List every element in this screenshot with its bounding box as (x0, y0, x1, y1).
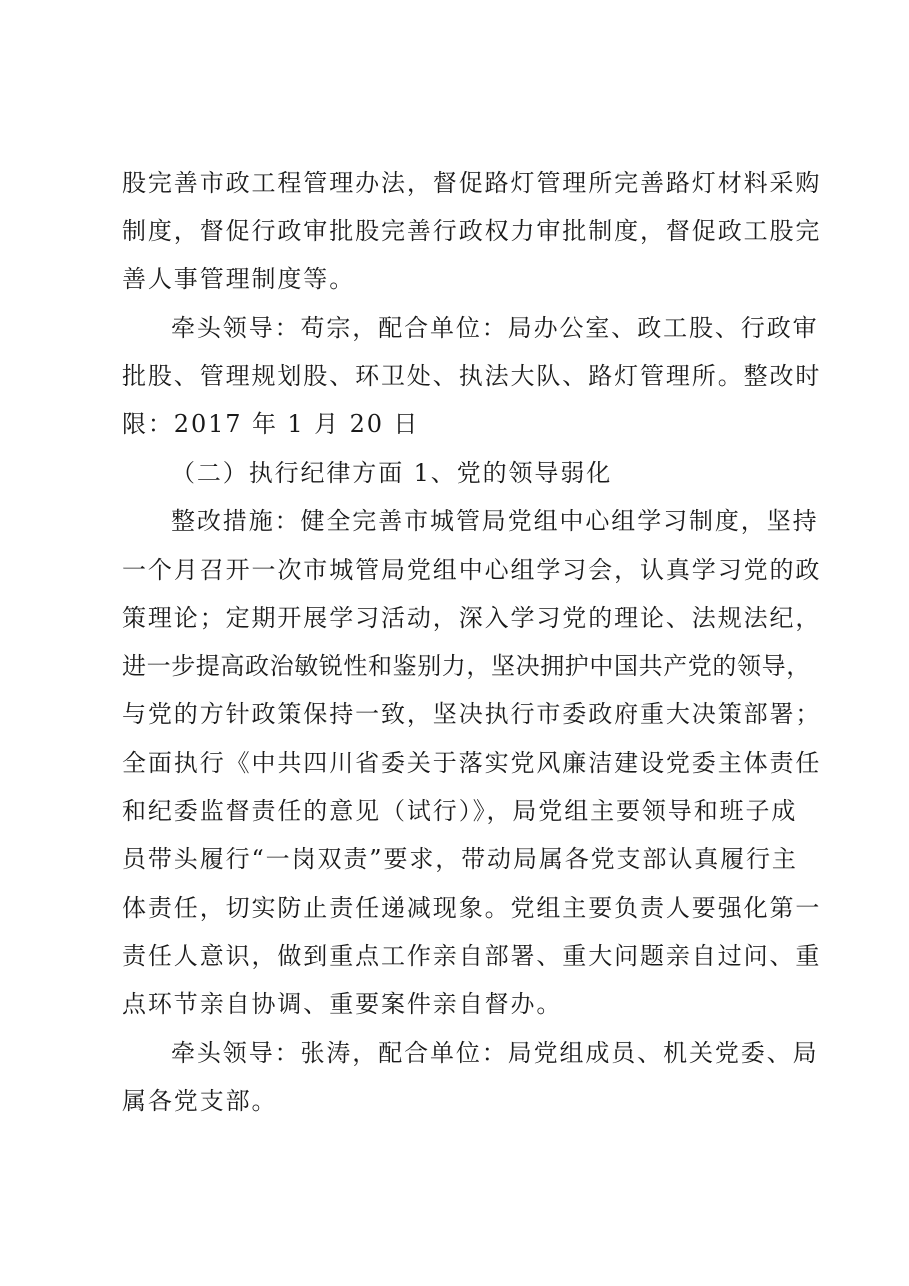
text-line: 制度，督促行政审批股完善行政权力审批制度，督促政工股完 (122, 217, 822, 245)
text-line: 体责任，切实防止责任递减现象。党组主要负责人要强化第一 (122, 894, 822, 922)
text-line: 全面执行《中共四川省委关于落实党风廉洁建设党委主体责任 (122, 749, 822, 777)
text-line: 员带头履行“一岗双责”要求，带动局属各党支部认真履行主 (122, 845, 798, 873)
paragraph-first-line: 牵头领导：张涛，配合单位：局党组成员、机关党委、局 (171, 1039, 819, 1067)
text-line: 股完善市政工程管理办法，督促路灯管理所完善路灯材料采购 (122, 169, 822, 197)
text-line: 属各党支部。 (122, 1087, 278, 1115)
text-line: 责任人意识，做到重点工作亲自部署、重大问题亲自过问、重 (122, 942, 822, 970)
text-line: 进一步提高政治敏锐性和鉴别力，坚决拥护中国共产党的领导， (122, 652, 811, 680)
text-line: 和纪委监督责任的意见（试行）》，局党组主要领导和班子成 (122, 797, 798, 825)
text-line: 与党的方针政策保持一致，坚决执行市委政府重大决策部署； (122, 700, 822, 728)
text-line: 限：2017 年 1 月 20 日 (122, 410, 420, 438)
paragraph-first-line: 牵头领导：苟宗，配合单位：局办公室、政工股、行政审 (171, 314, 819, 342)
section-heading: （二）执行纪律方面 1、党的领导弱化 (171, 459, 613, 487)
paragraph-first-line: 整改措施：健全完善市城管局党组中心组学习制度，坚持 (171, 507, 819, 535)
text-line: 策理论；定期开展学习活动，深入学习党的理论、法规法纪， (122, 604, 822, 632)
text-line: 批股、管理规划股、环卫处、执法大队、路灯管理所。整改时 (122, 362, 822, 390)
text-line: 点环节亲自协调、重要案件亲自督办。 (122, 990, 563, 1018)
text-line: 一个月召开一次市城管局党组中心组学习会，认真学习党的政 (122, 556, 822, 584)
text-line: 善人事管理制度等。 (122, 265, 356, 293)
